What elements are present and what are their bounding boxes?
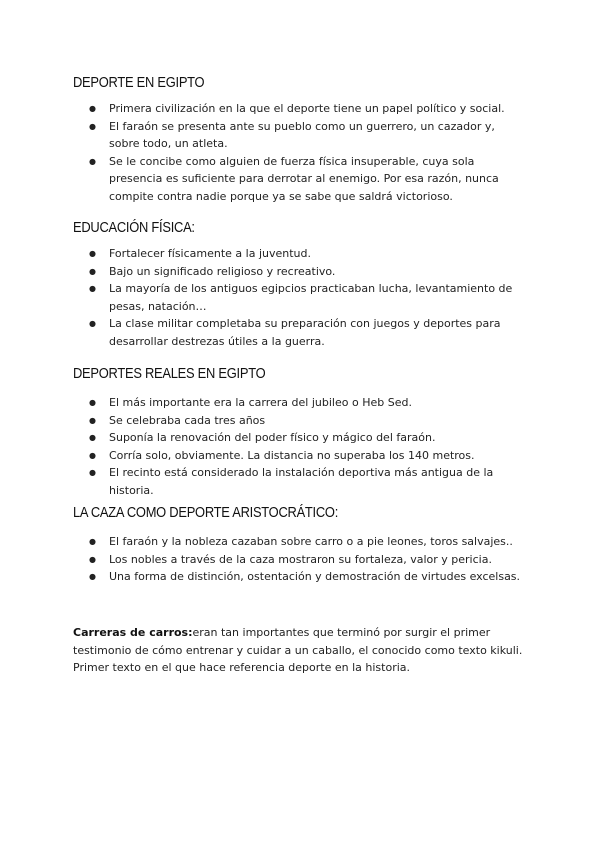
bullet-list-la-caza [73, 533, 523, 586]
list-item: ● Los nobles a través de la caza mostraron su fortaleza, valor y pericia. [73, 551, 523, 569]
list-item: ● El recinto está considerado la instalación deportiva más antigua de la historia. [73, 464, 523, 499]
paragraph-text: eran tan importantes que terminó por surgir el primer testimonio de cómo entrenar y cuidar a un caballo, el conocido como texto kikuli. Primer texto en el que hace referencia deporte en la historia. [73, 626, 523, 674]
list-item: ● Una forma de distinción, ostentación y demostración de virtudes excelsas. [73, 568, 523, 586]
paragraph-label: Carreras de carros: [73, 626, 193, 639]
list-item: ● Se le concibe como alguien de fuerza física insuperable, cuya sola presencia es suficiente para derrotar al enemigo. Por esa razón, nunca compite contra nadie porque ya se sabe que saldrá victorioso. [73, 153, 523, 206]
list-item: ● El más importante era la carrera del jubileo o Heb Sed. [73, 394, 523, 412]
list-item: ● Primera civilización en la que el deporte tiene un papel político y social. [73, 100, 523, 118]
list-item: ● La clase militar completaba su preparación con juegos y deportes para desarrollar destrezas útiles a la guerra. [73, 315, 523, 350]
list-item: ● Fortalecer físicamente a la juventud. [73, 245, 523, 263]
carreras-de-carros-paragraph [73, 624, 523, 677]
list-item: ● Bajo un significado religioso y recreativo. [73, 263, 523, 281]
bullet-list-deportes-reales [73, 394, 523, 499]
bullet-list-educacion-fisica [73, 245, 523, 350]
list-item: ● Se celebraba cada tres años [73, 412, 523, 430]
list-item: ● El faraón se presenta ante su pueblo como un guerrero, un cazador y, sobre todo, un atleta. [73, 118, 523, 153]
section-heading-la-caza: LA CAZA COMO DEPORTE ARISTOCRÁTICO: [73, 504, 339, 521]
bullet-list-deporte-en-egipto [73, 100, 523, 205]
section-heading-deportes-reales: DEPORTES REALES EN EGIPTO [73, 365, 266, 382]
list-item: ● Suponía la renovación del poder físico y mágico del faraón. [73, 429, 523, 447]
list-item: ● El faraón y la nobleza cazaban sobre carro o a pie leones, toros salvajes.. [73, 533, 523, 551]
list-item: ● La mayoría de los antiguos egipcios practicaban lucha, levantamiento de pesas, natación… [73, 280, 523, 315]
list-item: ● Corría solo, obviamente. La distancia no superaba los 140 metros. [73, 447, 523, 465]
section-heading-educacion-fisica: EDUCACIÓN FÍSICA: [73, 219, 195, 236]
section-heading-deporte-en-egipto: DEPORTE EN EGIPTO [73, 74, 205, 91]
